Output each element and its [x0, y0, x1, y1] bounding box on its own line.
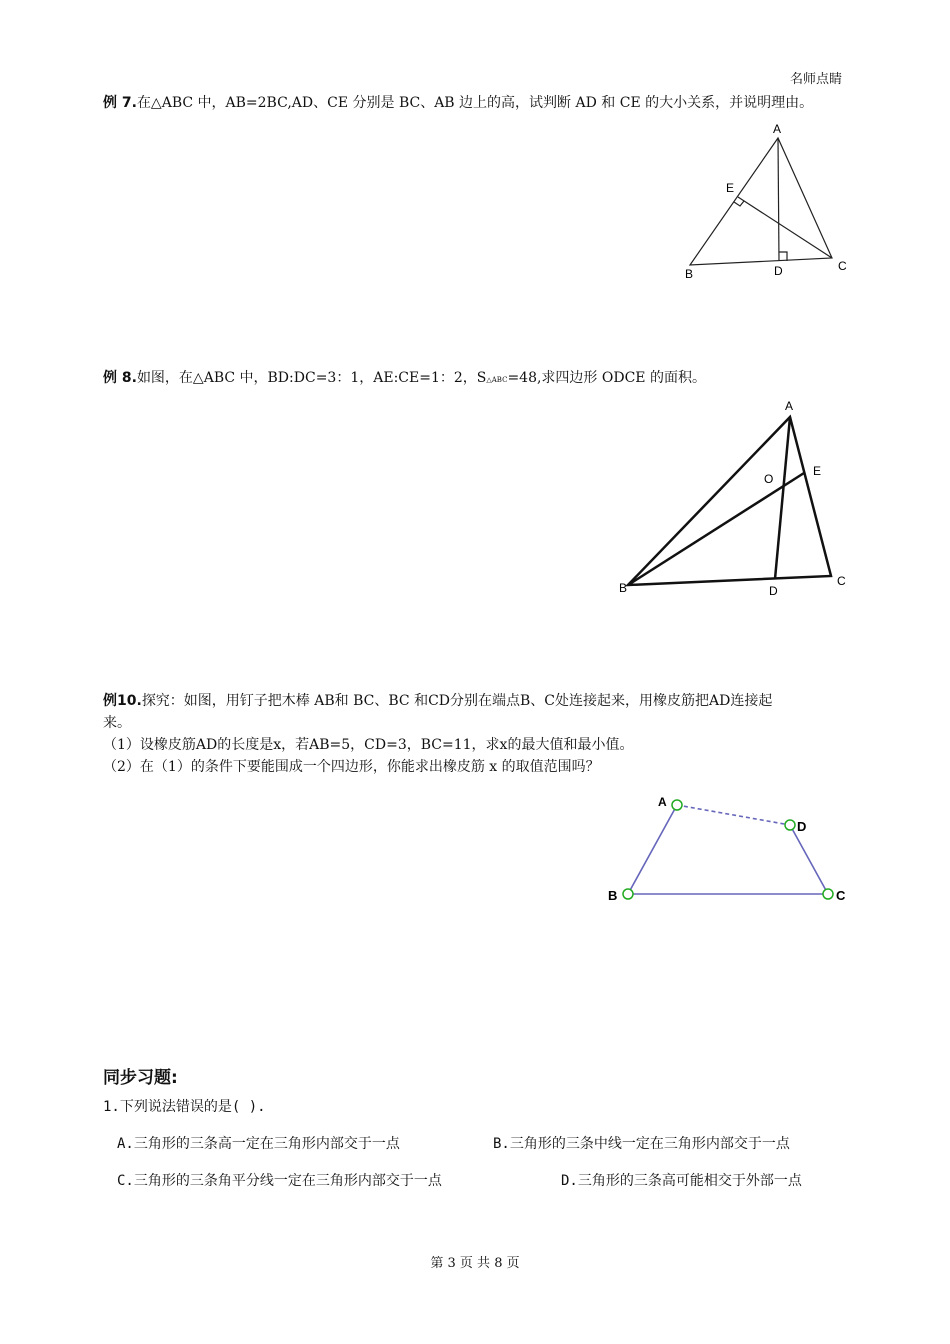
label-o: O: [764, 472, 774, 486]
page-footer: 第 3 页 共 8 页: [430, 1256, 520, 1271]
nail-a: [672, 800, 682, 810]
segment-be: [628, 473, 804, 585]
right-angle-e: [734, 201, 744, 206]
label-d: D: [797, 819, 807, 834]
label-c: C: [838, 259, 847, 273]
rod-cd: [790, 825, 828, 894]
figure-ex8-triangle: [610, 395, 860, 605]
example-8-text-after: =48,求四边形 ODCE 的面积。: [507, 370, 706, 386]
example-10-part2: （2）在（1）的条件下要能围成一个四边形，你能求出橡皮筋 x 的取值范围吗？: [103, 759, 600, 775]
label-b: B: [685, 267, 694, 281]
label-a: A: [658, 795, 667, 809]
example-8: [103, 367, 863, 391]
triangle-abc: [690, 138, 832, 265]
example-7: [103, 92, 863, 114]
example-8-label: 例 8.: [103, 370, 137, 386]
label-d: D: [769, 584, 778, 598]
question-1: 1.下列说法错误的是( ).: [103, 1099, 266, 1115]
example-10-line2: 来。: [103, 715, 131, 731]
exercises-title: 同步习题:: [103, 1068, 178, 1088]
label-b: B: [619, 581, 628, 595]
segment-ad: [775, 417, 790, 579]
right-angle-d: [779, 252, 787, 261]
rubber-band-ad: [677, 805, 790, 825]
triangle-abc: [628, 417, 831, 585]
option-b: B.三角形的三条中线一定在三角形内部交于一点: [493, 1136, 790, 1152]
label-e: E: [813, 464, 822, 478]
option-d: D.三角形的三条高可能相交于外部一点: [561, 1173, 802, 1189]
label-c: C: [837, 574, 846, 588]
rod-ab: [628, 805, 677, 894]
figure-ex10-quadrilateral: [600, 790, 860, 915]
option-c: C.三角形的三条角平分线一定在三角形内部交于一点: [117, 1173, 442, 1189]
label-b: B: [608, 888, 618, 903]
example-7-label: 例 7.: [103, 95, 137, 111]
label-a: A: [773, 122, 782, 136]
label-e: E: [726, 181, 735, 195]
nail-c: [823, 889, 833, 899]
option-a: A.三角形的三条高一定在三角形内部交于一点: [117, 1136, 400, 1152]
nail-b: [623, 889, 633, 899]
figure-ex7-triangle: [660, 115, 860, 285]
example-10-label: 例10.: [103, 693, 142, 709]
example-8-subscript: △ABC: [486, 376, 508, 384]
example-10-line1: 探究：如图，用钉子把木棒 AB和 BC、BC 和CD分别在端点B、C处连接起来，用橡皮筋把AD连接起: [141, 693, 773, 709]
label-d: D: [774, 264, 783, 278]
example-8-text-before: 如图，在△ABC 中，BD:DC=3：1，AE:CE=1：2，S: [136, 370, 487, 386]
example-7-text: 在△ABC 中，AB=2BC,AD、CE 分别是 BC、AB 边上的高，试判断 AD 和 CE 的大小关系，并说明理由。: [136, 95, 814, 111]
header-note: 名师点睛: [790, 72, 843, 87]
label-a: A: [785, 399, 794, 413]
example-10: [103, 690, 863, 778]
example-10-part1: （1）设橡皮筋AD的长度是x，若AB=5，CD=3，BC=11，求x的最大值和最小值。: [103, 737, 634, 753]
nail-d: [785, 820, 795, 830]
label-c: C: [836, 888, 846, 903]
altitude-ad: [778, 138, 779, 261]
